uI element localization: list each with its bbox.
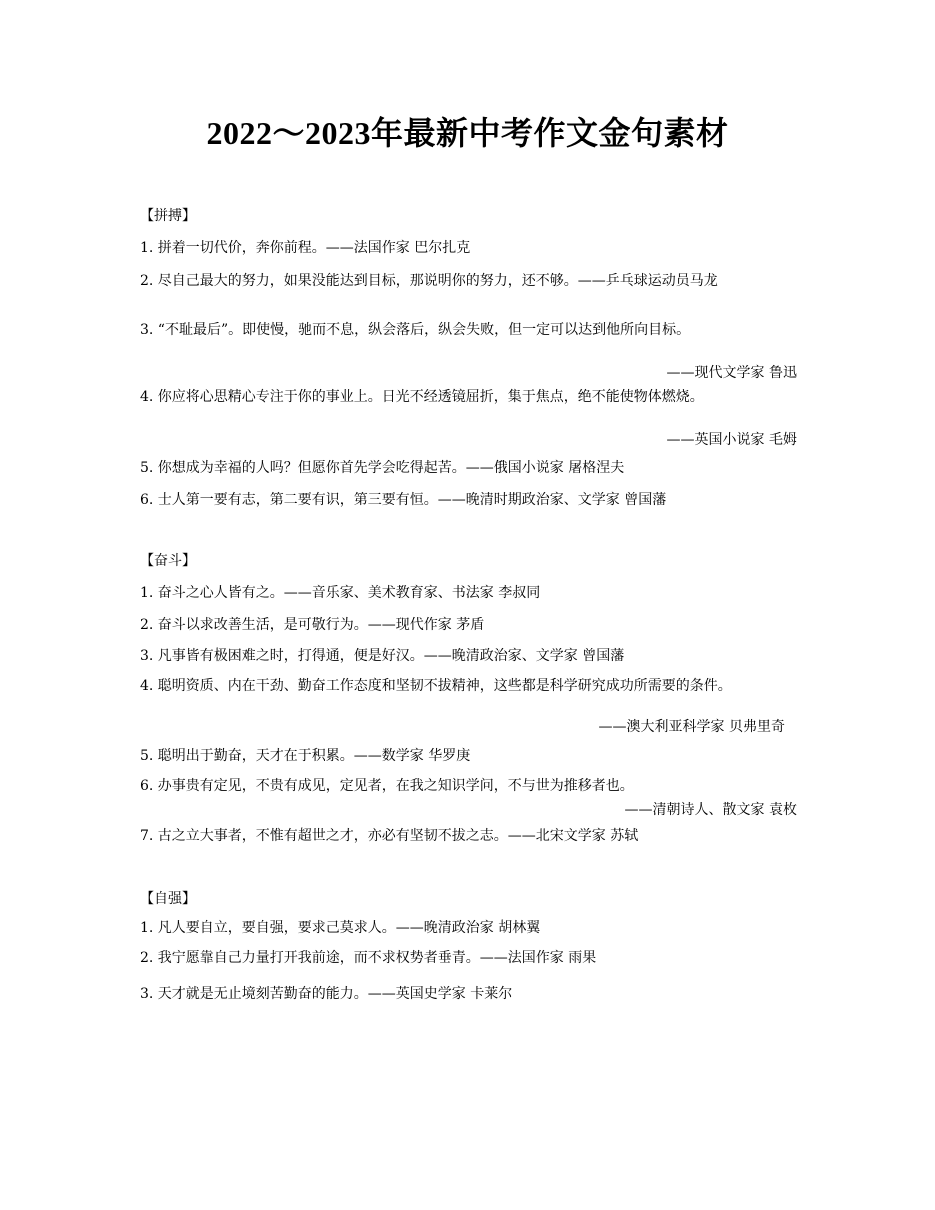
quote-item: 5. 聪明出于勤奋，天才在于积累。——数学家 华罗庚 xyxy=(140,748,471,764)
quote-attribution: ——英国小说家 毛姆 xyxy=(666,432,797,448)
quote-item: 1. 凡人要自立，要自强，要求己莫求人。——晚清政治家 胡林翼 xyxy=(140,920,541,936)
quote-attribution: ——清朝诗人、散文家 袁枚 xyxy=(624,802,797,818)
quote-item: 4. 你应将心思精心专注于你的事业上。日光不经透镜屈折，集于焦点，绝不能使物体燃烧。 xyxy=(140,389,704,405)
quote-item: 3. 天才就是无止境刻苦勤奋的能力。——英国史学家 卡莱尔 xyxy=(140,986,513,1002)
page-title: 2022～2023年最新中考作文金句素材 xyxy=(206,115,729,151)
quote-item: 2. 我宁愿靠自己力量打开我前途，而不求权势者垂青。——法国作家 雨果 xyxy=(140,950,597,966)
quote-item: 5. 你想成为幸福的人吗？但愿你首先学会吃得起苦。——俄国小说家 屠格涅夫 xyxy=(140,460,625,476)
quote-item: 1. 奋斗之心人皆有之。——音乐家、美术教育家、书法家 李叔同 xyxy=(140,585,541,601)
quote-attribution: ——澳大利亚科学家 贝弗里奇 xyxy=(598,719,785,735)
quote-item: 4. 聪明资质、内在干劲、勤奋工作态度和坚韧不拔精神，这些都是科学研究成功所需要的条件。 xyxy=(140,678,732,694)
quote-item: 3. 凡事皆有极困难之时，打得通，便是好汉。——晚清政治家、文学家 曾国藩 xyxy=(140,648,625,664)
quote-attribution: ——现代文学家 鲁迅 xyxy=(666,365,797,381)
quote-item: 7. 古之立大事者，不惟有超世之才，亦必有坚韧不拔之志。——北宋文学家 苏轼 xyxy=(140,828,639,844)
section-heading: 【自强】 xyxy=(140,891,196,907)
section-ziqiang xyxy=(140,889,805,1002)
quote-item: 2. 尽自己最大的努力，如果没能达到目标，那说明你的努力，还不够。——乒乓球运动员马龙 xyxy=(140,273,718,289)
quote-item: 2. 奋斗以求改善生活，是可敬行为。——现代作家 茅盾 xyxy=(140,617,485,633)
quote-item: 3. “不耻最后”。即使慢，驰而不息，纵会落后，纵会失败，但一定可以达到他所向目标。 xyxy=(140,322,691,338)
quote-item: 1. 拼着一切代价，奔你前程。——法国作家 巴尔扎克 xyxy=(140,240,471,256)
section-pinbo xyxy=(140,206,805,508)
quote-item: 6. 办事贵有定见，不贵有成见，定见者，在我之知识学问，不与世为推移者也。 xyxy=(140,778,634,794)
section-fendou xyxy=(140,551,805,844)
section-heading: 【拼搏】 xyxy=(140,208,196,224)
section-heading: 【奋斗】 xyxy=(140,553,196,569)
quote-item: 6. 士人第一要有志，第二要有识，第三要有恒。——晚清时期政治家、文学家 曾国藩 xyxy=(140,492,667,508)
